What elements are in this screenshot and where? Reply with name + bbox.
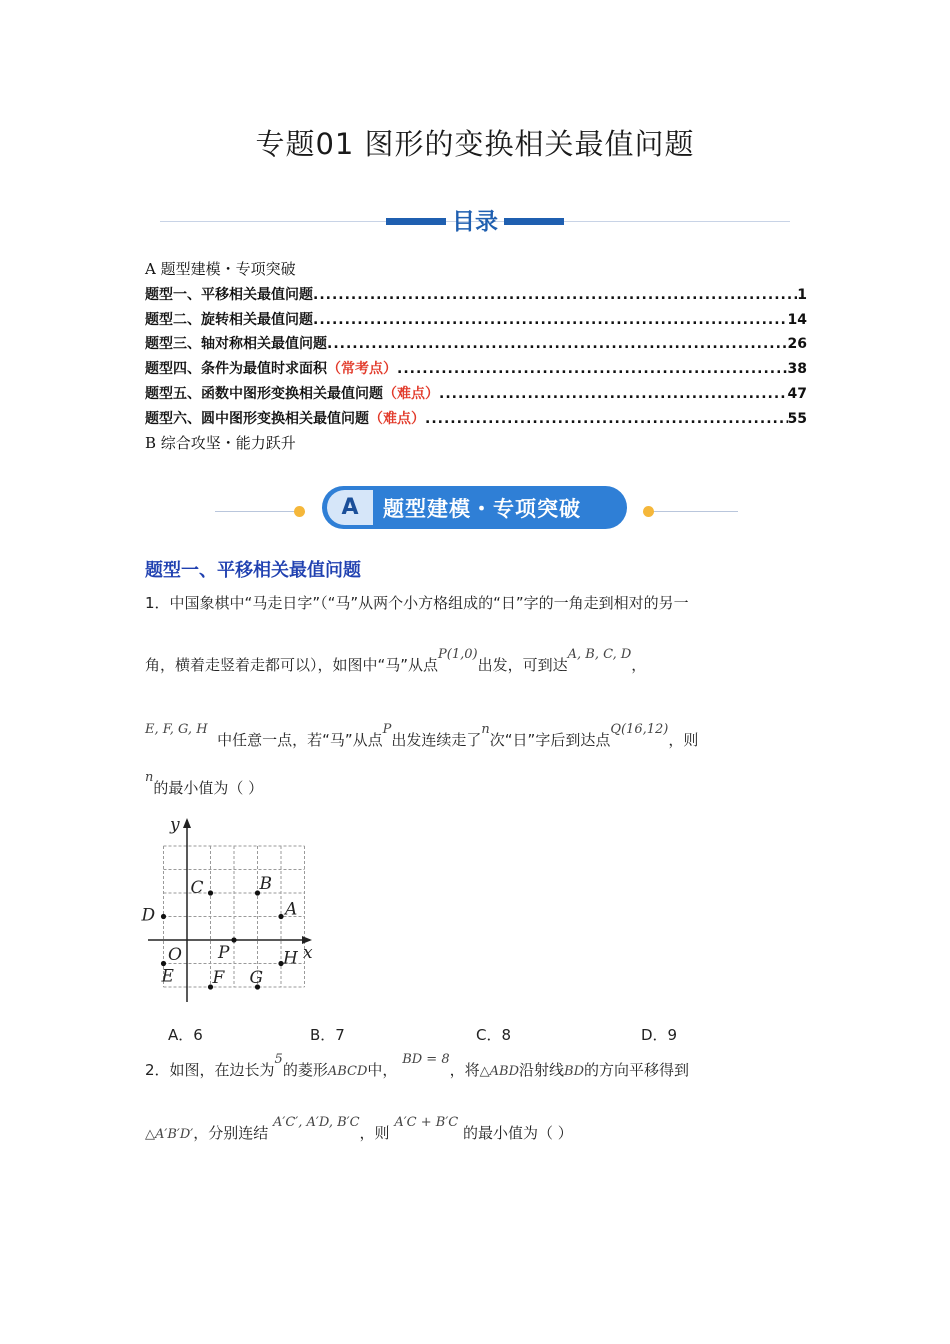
q1-text: ， <box>631 656 647 674</box>
q1-line4 <box>145 770 264 798</box>
banner-line-right <box>648 511 738 512</box>
section-heading: 题型一、平移相关最值问题 <box>145 560 361 581</box>
math-expr: A, B, C, D <box>567 647 632 662</box>
toc-item-page: 55 <box>787 411 807 427</box>
math-expr: A′C′, A′D, B′C <box>273 1115 360 1130</box>
point-label-a: A <box>285 899 298 920</box>
q1-option-b[interactable]: B．7 <box>310 1026 345 1044</box>
q1-text: 次“日”字后到达点 <box>489 731 611 749</box>
toc-part-a[interactable]: A 题型建模・专项突破 <box>145 260 296 278</box>
toc-item[interactable] <box>145 383 807 403</box>
point-c <box>208 890 213 895</box>
origin-label: O <box>168 945 182 965</box>
point-e <box>161 961 166 966</box>
toc-item-tag: （常考点） <box>327 361 397 377</box>
banner-dot-left <box>294 506 305 517</box>
q1-text: 中任意一点，若“马”从点 <box>217 731 383 749</box>
math-expr: n <box>145 770 154 785</box>
toc-item[interactable] <box>145 408 807 428</box>
point-label-h: H <box>283 948 298 969</box>
q2-text: ，则 <box>359 1124 390 1142</box>
math-expr: n <box>481 722 490 737</box>
toc-item[interactable] <box>145 358 807 378</box>
math-expr: 5 <box>274 1052 283 1067</box>
point-label-p: P <box>218 943 230 963</box>
point-label-d: D <box>141 905 156 926</box>
toc-item-page: 14 <box>787 312 807 328</box>
y-axis-label: y <box>170 815 180 835</box>
toc-bar-right <box>504 218 564 225</box>
q1-line2 <box>145 647 647 675</box>
point-label-c: C <box>190 878 204 898</box>
q2-text: ，分别连结 <box>193 1124 269 1142</box>
toc-item-page: 47 <box>787 386 807 402</box>
q1-text: 角，横着走竖着走都可以），如图中“马”从点 <box>145 656 439 674</box>
toc-item-page: 38 <box>787 361 807 377</box>
toc-leader <box>425 411 788 427</box>
q1-option-a[interactable]: A．6 <box>168 1026 203 1044</box>
x-axis-label: x <box>303 943 313 963</box>
page-title: 专题01 图形的变换相关最值问题 <box>255 127 695 161</box>
q2-text: 的菱形 <box>282 1061 328 1079</box>
math-expr: A′C + B′C <box>394 1115 459 1130</box>
toc-item[interactable] <box>145 309 807 329</box>
q2-text: 的最小值为（ ） <box>463 1124 573 1142</box>
q1-text: 出发连续走了 <box>391 731 482 749</box>
math-expr: P <box>382 722 392 737</box>
q1-line3 <box>145 722 699 750</box>
point-p <box>231 937 236 942</box>
toc-item-label: 题型二、旋转相关最值问题 <box>145 312 313 328</box>
q2-text: 2．如图，在边长为 <box>145 1061 275 1079</box>
toc-leader <box>397 361 788 377</box>
toc-item[interactable] <box>145 284 807 304</box>
banner-line-left <box>215 511 305 512</box>
toc-leader <box>313 312 788 328</box>
math-expr: BD = 8 <box>402 1052 450 1067</box>
toc-item-label: 题型五、函数中图形变换相关最值问题 <box>145 386 383 402</box>
q2-text: 的方向平移得到 <box>584 1061 690 1079</box>
toc-bar-left <box>386 218 446 225</box>
toc-item-tag: （难点） <box>383 386 439 402</box>
toc-heading: 目录 <box>452 209 498 235</box>
math-expr: ABCD <box>327 1064 368 1079</box>
math-expr: E, F, G, H <box>145 722 208 737</box>
math-expr: Q(16,12) <box>610 722 669 737</box>
toc-item[interactable] <box>145 333 807 353</box>
q2-text: ，将 <box>449 1061 480 1079</box>
toc-leader <box>313 287 797 303</box>
point-label-e: E <box>161 966 174 987</box>
toc-leader <box>327 336 788 352</box>
point-label-b: B <box>259 874 272 894</box>
toc-item-label: 题型一、平移相关最值问题 <box>145 287 313 303</box>
y-axis-arrow <box>183 818 191 828</box>
toc-item-label: 题型四、条件为最值时求面积 <box>145 361 327 377</box>
toc-leader <box>439 386 788 402</box>
math-expr: BD <box>564 1064 584 1079</box>
toc-item-label: 题型六、圆中图形变换相关最值问题 <box>145 411 369 427</box>
q2-line1 <box>145 1052 690 1080</box>
section-badge: A <box>327 490 373 525</box>
q1-option-c[interactable]: C．8 <box>476 1026 512 1044</box>
point-d <box>161 914 166 919</box>
toc-item-page: 26 <box>787 336 807 352</box>
coordinate-figure <box>140 812 325 1007</box>
toc-item-label: 题型三、轴对称相关最值问题 <box>145 336 327 352</box>
toc-item-tag: （难点） <box>369 411 425 427</box>
q1-option-d[interactable]: D．9 <box>641 1026 678 1044</box>
q2-text: 沿射线 <box>519 1061 565 1079</box>
point-label-f: F <box>212 968 225 988</box>
point-a <box>278 914 283 919</box>
section-banner-text: 题型建模・专项突破 <box>383 497 581 521</box>
math-expr: △A′B′D′ <box>145 1127 194 1142</box>
point-label-g: G <box>249 968 264 988</box>
q1-line1: 1．中国象棋中“马走日字”（“马”从两个小方格组成的“日”字的一角走到相对的另一 <box>145 594 689 612</box>
q2-line2 <box>145 1115 573 1143</box>
q1-text: 出发，可到达 <box>477 656 568 674</box>
q2-text: 中， <box>367 1061 398 1079</box>
banner-dot-right <box>643 506 654 517</box>
q1-text: ，则 <box>668 731 699 749</box>
math-expr: P(1,0) <box>438 647 478 662</box>
toc-part-b[interactable]: B 综合攻坚・能力跃升 <box>145 434 296 452</box>
toc-item-page: 1 <box>797 287 807 303</box>
math-expr: △ABD <box>479 1064 519 1079</box>
q1-text: 的最小值为（ ） <box>153 779 264 797</box>
